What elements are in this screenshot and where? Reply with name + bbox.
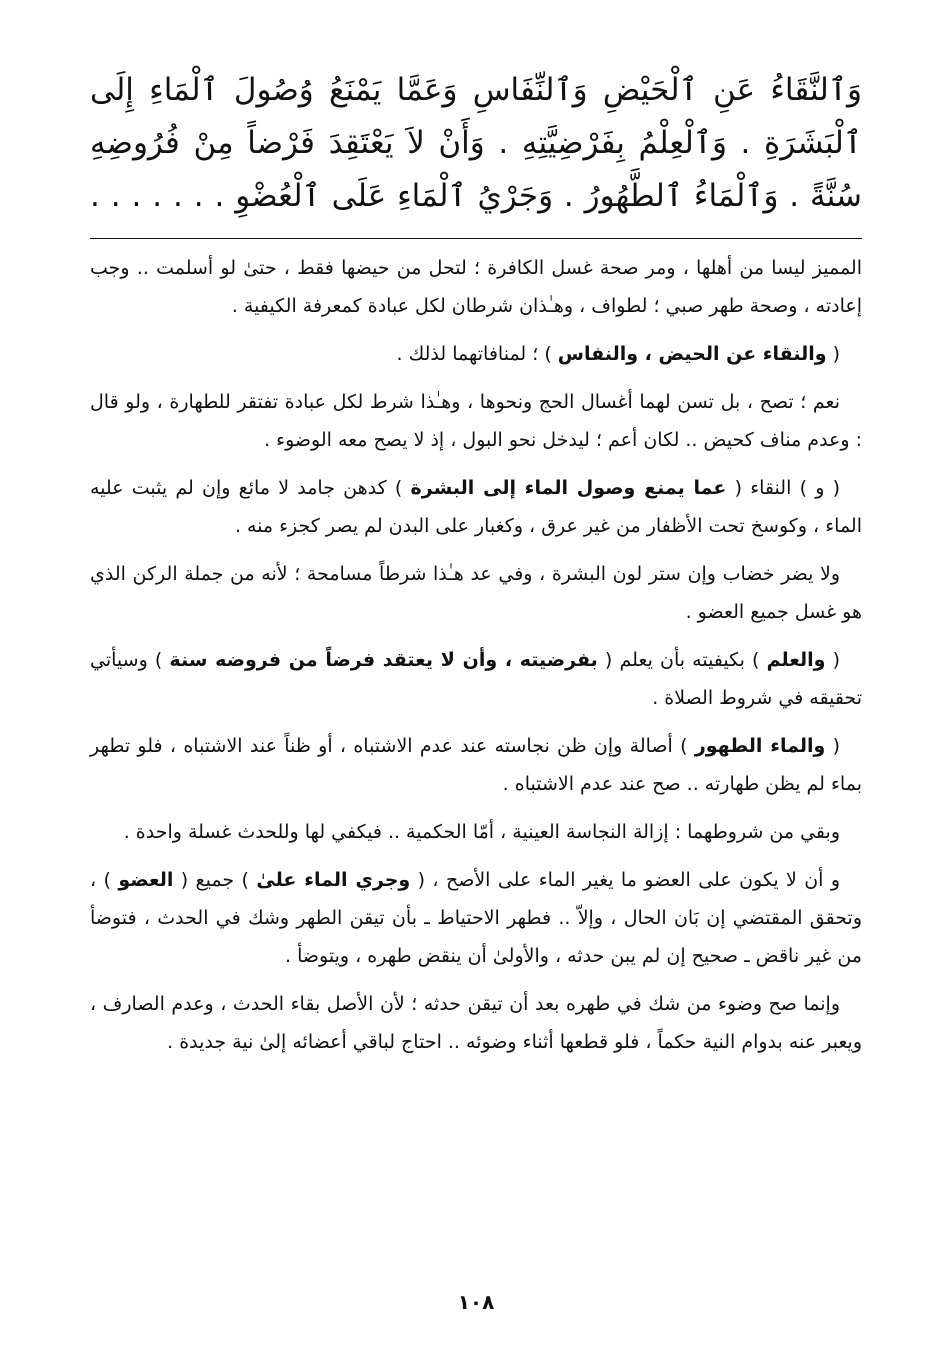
- commentary-paragraph: نعم ؛ تصح ، بل تسن لهما أغسال الحج ونحوها ، وهـٰذا شرط لكل عبادة تفتقر للطهارة ، ولو قال : وعدم مناف كحيض .. لكان أعم ؛ ليدخل نحو البول ، إذ لا يصح معه الوضوء .: [90, 391, 862, 451]
- commentary-paragraph: وبقي من شروطهما : إزالة النجاسة العينية ، أمّا الحكمية .. فيكفي لها وللحدث غسلة واحدة .: [123, 821, 840, 843]
- footnote-divider: [90, 238, 862, 239]
- commentary-paragraph: ( و ) النقاء ( عما يمنع وصول الماء إلى البشرة ) كدهن جامد لا مائع وإن لم يثبت عليه الماء ، وكوسخ تحت الأظفار من غير عرق ، وكغبار على البدن لم يصر كجزء منه .: [90, 477, 862, 537]
- matn-dots: . . . . . . .: [90, 178, 225, 214]
- commentary-paragraph: ( والماء الطهور ) أصالة وإن ظن نجاسته عند عدم الاشتباه ، أو ظناً عند الاشتباه ، فلو تطهر بماء لم يظن طهارته .. صح عند عدم الاشتباه .: [90, 735, 862, 795]
- commentary-paragraph: ( والنقاء عن الحيض ، والنفاس ) ؛ لمنافاتهما لذلك .: [396, 343, 840, 365]
- quoted-matn: عما يمنع وصول الماء إلى البشرة: [410, 477, 727, 499]
- quoted-matn: العضو: [118, 869, 174, 891]
- commentary-paragraph: المميز ليسا من أهلها ، ومر صحة غسل الكافرة ؛ لتحل من حيضها فقط ، حتىٰ لو أسلمت .. وجب إعادته ، وصحة طهر صبي ؛ لطواف ، وهـٰذان شرطان لكل عبادة كمعرفة الكيفية .: [90, 257, 862, 317]
- quoted-matn: بفرضيته ، وأن لا يعتقد فرضاً من فروضه سنة: [169, 649, 598, 671]
- page-number: ١٠٨: [457, 1290, 495, 1314]
- matn-text: [90, 60, 862, 220]
- quoted-matn: وجري الماء علىٰ: [256, 869, 411, 891]
- commentary-paragraph: و أن لا يكون على العضو ما يغير الماء على الأصح ، ( وجري الماء علىٰ ) جميع ( العضو ) ، وتحقق المقتضي إن بَان الحال ، وإلاّ .. فطهر الاحتياط ـ بأن تيقن الطهر وشك في الحدث ، فتوضأ من غير ناقض ـ صحيح إن لم يبن حدثه ، والأولىٰ أن ينقض طهره ، ويتوضأ .: [90, 869, 862, 967]
- quoted-matn: والنقاء عن الحيض ، والنفاس: [557, 343, 827, 365]
- commentary-paragraph: ( والعلم ) بكيفيته بأن يعلم ( بفرضيته ، وأن لا يعتقد فرضاً من فروضه سنة ) وسيأتي تحقيقه في شروط الصلاة .: [90, 649, 862, 709]
- matn-body: وَٱلنَّقَاءُ عَنِ ٱلْحَيْضِ وَٱلنِّفَاسِ وَعَمَّا يَمْنَعُ وُصُولَ ٱلْمَاءِ إِلَى ٱلْبَشَرَةِ . وَٱلْعِلْمُ بِفَرْضِيَّتِهِ . وَأَنْ لاَ يَعْتَقِدَ فَرْضاً مِنْ فُرُوضِهِ سُنَّةً . وَٱلْمَاءُ ٱلطَّهُورُ . وَجَرْيُ ٱلْمَاءِ عَلَى ٱلْعُضْوِ: [90, 72, 862, 214]
- book-page: [90, 60, 862, 1350]
- commentary-paragraph: وإنما صح وضوء من شك في طهره بعد أن تيقن حدثه ؛ لأن الأصل بقاء الحدث ، وعدم الصارف ، ويعبر عنه بدوام النية حكماً ، فلو قطعها أثناء وضوئه .. احتاج لباقي أعضائه إلىٰ نية جديدة .: [90, 993, 862, 1053]
- commentary-paragraph: ولا يضر خضاب وإن ستر لون البشرة ، وفي عد هـٰذا شرطاً مسامحة ؛ لأنه من جملة الركن الذي هو غسل جميع العضو .: [90, 563, 862, 623]
- quoted-matn: والعلم: [766, 649, 826, 671]
- quoted-matn: والماء الطهور: [694, 735, 826, 757]
- commentary: [90, 249, 862, 1061]
